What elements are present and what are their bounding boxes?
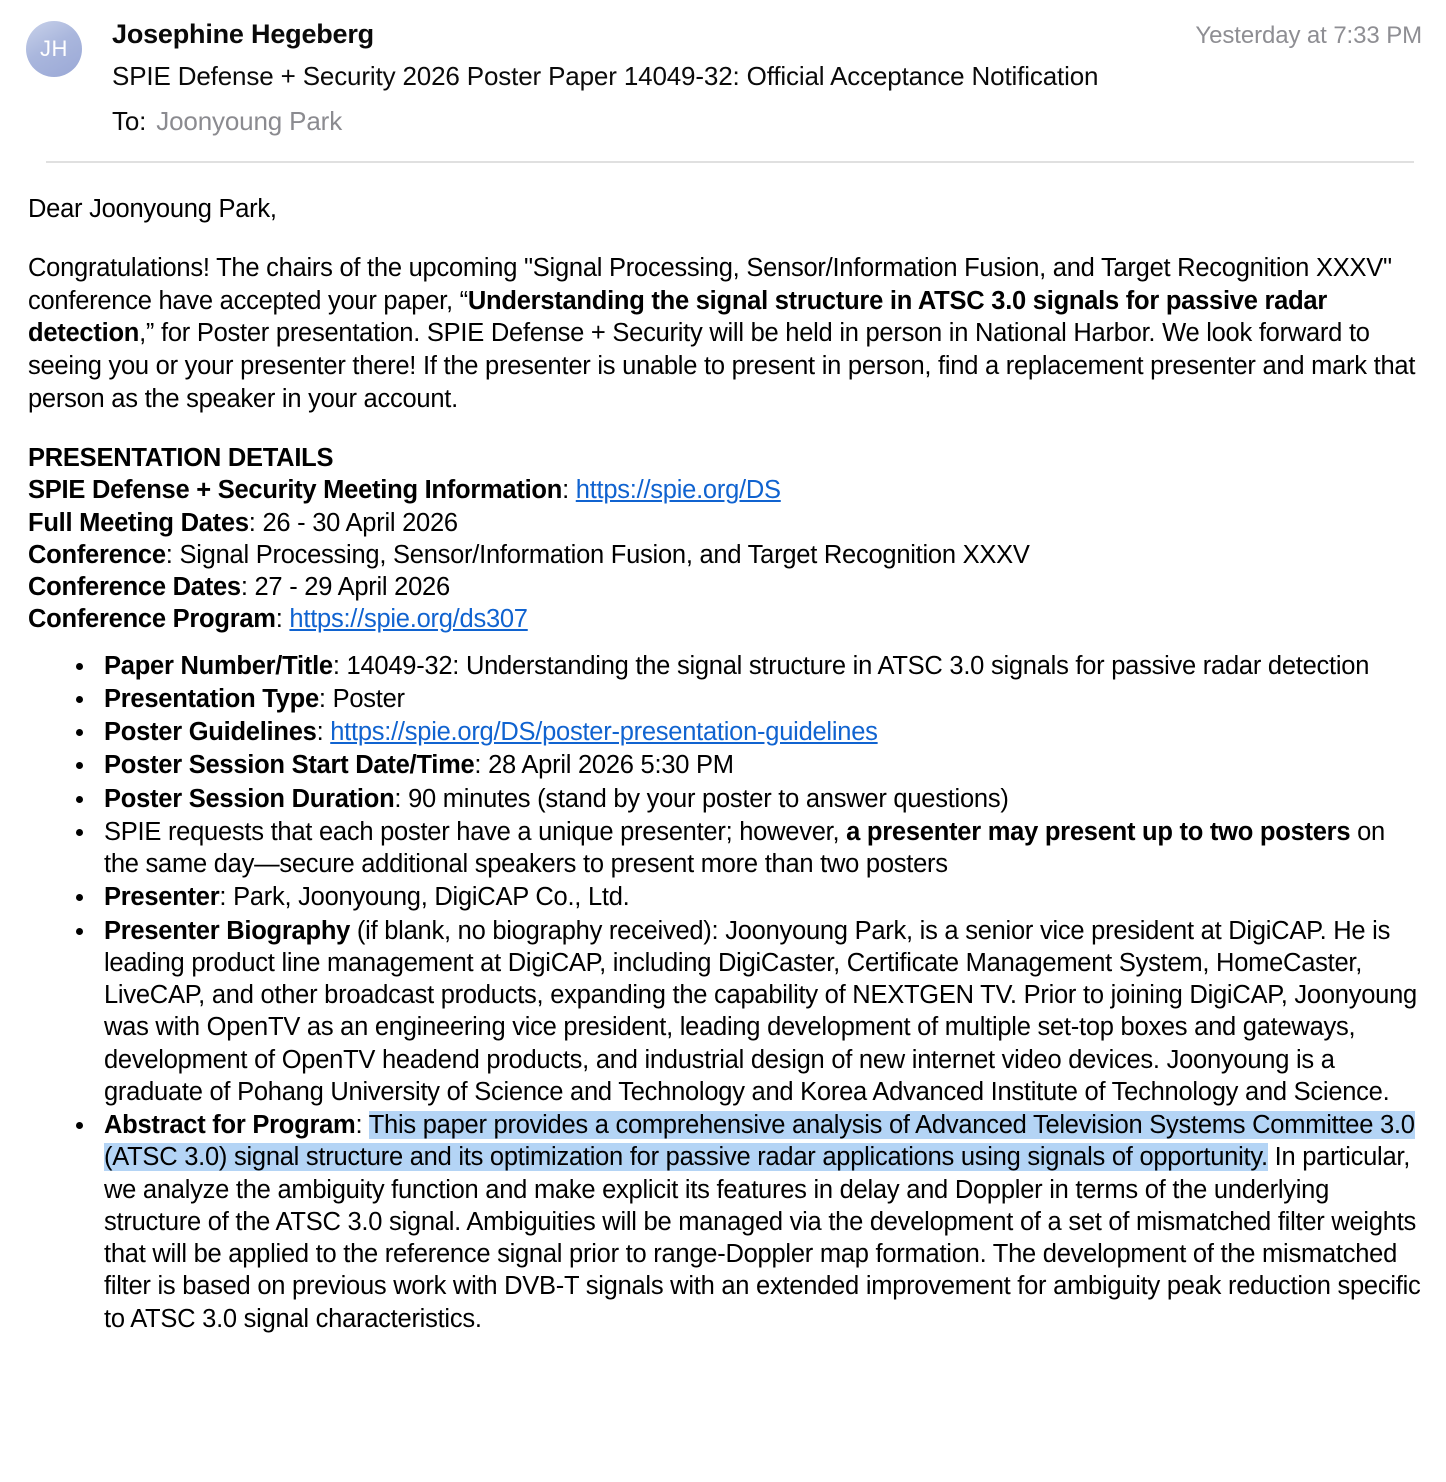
list-item-poster-guidelines	[104, 716, 1422, 748]
email-header	[0, 0, 1446, 163]
bullet-label: Paper Number/Title	[104, 651, 333, 680]
detail-value: Signal Processing, Sensor/Information Fusion, and Target Recognition XXXV	[179, 540, 1030, 569]
detail-separator: :	[562, 476, 576, 505]
list-item-session-start	[104, 749, 1422, 781]
bullet-label: Presenter	[104, 883, 220, 912]
bullet-value: : 14049-32: Understanding the signal structure in ATSC 3.0 signals for passive radar detection	[332, 651, 1370, 680]
bullet-value: : 28 April 2026 5:30 PM	[474, 751, 734, 780]
list-item-session-duration	[104, 783, 1422, 815]
presentation-details-list	[28, 650, 1422, 1335]
to-label: To:	[112, 105, 147, 136]
detail-row-conference-dates	[28, 571, 1422, 603]
header-text-block	[112, 18, 1422, 139]
poster-guidelines-link[interactable]: https://spie.org/DS/poster-presentation-guidelines	[330, 718, 878, 747]
detail-label: SPIE Defense + Security Meeting Information	[28, 476, 563, 505]
bullet-label: Abstract for Program	[104, 1111, 356, 1140]
meeting-information-link[interactable]: https://spie.org/DS	[575, 476, 781, 505]
bullet-label: Presenter Biography	[104, 916, 351, 945]
list-item-presenter-biography	[104, 915, 1422, 1109]
bullet-text-bold: a presenter may present up to two posters	[846, 817, 1351, 846]
avatar-initials: JH	[40, 36, 68, 61]
detail-separator: :	[240, 573, 255, 602]
email-body	[0, 163, 1446, 1346]
sender-line	[112, 18, 1422, 52]
bullet-label: Poster Guidelines	[104, 718, 317, 747]
list-item-paper-number	[104, 650, 1422, 682]
header-row	[24, 18, 1422, 139]
bullet-value: : Park, Joonyoung, DigiCAP Co., Ltd.	[219, 883, 630, 912]
detail-label: Conference Program	[28, 605, 276, 634]
bullet-label: Presentation Type	[104, 684, 319, 713]
detail-label: Conference Dates	[28, 573, 241, 602]
message-timestamp: Yesterday at 7:33 PM	[1195, 22, 1422, 49]
header-divider	[46, 161, 1414, 163]
detail-separator: :	[165, 540, 180, 569]
selected-text-highlight[interactable]: This paper provides a comprehensive analysis of Advanced Television Systems Committee 3.0 (ATSC 3.0) signal structure and its optimization for passive radar applications using signals of opportunity.	[104, 1111, 1415, 1172]
list-item-presentation-type	[104, 683, 1422, 715]
abstract-remaining-text: In particular, we analyze the ambiguity function and make explicit its features in delay and Doppler in terms of the underlying structure of the ATSC 3.0 signal. Ambiguities will be managed via the development of a set of mismatched filter weights that will be applied to the reference signal prior to range-Doppler map formation. The development of the mismatched filter is based on previous work with DVB-T signals with an extended improvement for ambiguity peak reduction specific to ATSC 3.0 signal characteristics.	[104, 1143, 1421, 1333]
recipient-line	[112, 104, 1422, 139]
bullet-label: Poster Session Start Date/Time	[104, 751, 475, 780]
presentation-details-heading	[28, 442, 1422, 474]
detail-separator: :	[275, 605, 290, 634]
sender-name[interactable]: Josephine Hegeberg	[112, 19, 374, 49]
intro-part-2: ,” for Poster presentation. SPIE Defense + Security will be held in person in National Harbor. We look forward to seeing you or your presenter there! If the presenter is unable to present in person, find a replacement presenter and mark that person as the speaker in your account.	[28, 319, 1416, 414]
bullet-text-part-1: SPIE requests that each poster have a unique presenter; however,	[104, 817, 847, 846]
list-item-abstract-for-program	[104, 1109, 1422, 1335]
detail-value: 27 - 29 April 2026	[254, 573, 450, 602]
presentation-details-heading-text: PRESENTATION DETAILS	[28, 444, 334, 473]
intro-part-1: Congratulations! The chairs of the upcoming "Signal Processing, Sensor/Information Fusion, and Target Recognition XXXV" conference have accepted your paper, “	[28, 253, 1392, 315]
bullet-text-part-2: on the same day—secure additional speakers to present more than two posters	[104, 817, 1385, 879]
presentation-details-block	[28, 442, 1422, 636]
detail-row-full-meeting-dates	[28, 507, 1422, 539]
conference-program-link[interactable]: https://spie.org/ds307	[289, 605, 528, 634]
salutation-paragraph: Dear Joonyoung Park,	[28, 194, 277, 223]
recipient-name[interactable]: Joonyoung Park	[156, 105, 343, 136]
bullet-label: Poster Session Duration	[104, 784, 395, 813]
detail-row-conference-program	[28, 603, 1422, 635]
bullet-value: : 90 minutes (stand by your poster to answer questions)	[394, 784, 1009, 813]
bullet-value: (if blank, no biography received): Joonyoung Park, is a senior vice president at DigiCAP. He is leading product line management at DigiCAP, including DigiCaster, Certificate Management System, HomeCaster, LiveCAP, and other broadcast products, expanding the capability of NEXTGEN TV. Prior to joining DigiCAP, Joonyoung was with OpenTV as an engineering vice president, leading development of multiple set-top boxes and gateways, development of OpenTV headend products, and industrial design of new internet video devices. Joonyoung is a graduate of Pohang University of Science and Technology and Korea Advanced Institute of Technology and Science.	[104, 916, 1417, 1106]
list-item-presenter	[104, 881, 1422, 913]
avatar[interactable]	[26, 21, 82, 77]
paper-title-bold: Understanding the signal structure in ATSC 3.0 signals for passive radar detection	[28, 286, 1328, 348]
detail-separator: :	[248, 508, 263, 537]
bullet-value: : Poster	[318, 684, 405, 713]
bullet-separator: :	[355, 1111, 369, 1140]
bullet-separator: :	[316, 718, 331, 747]
email-subject: SPIE Defense + Security 2026 Poster Paper 14049-32: Official Acceptance Notification	[112, 60, 1099, 91]
detail-label: Conference	[28, 540, 166, 569]
intro-paragraph	[28, 252, 1422, 416]
detail-label: Full Meeting Dates	[28, 508, 249, 537]
detail-row-meeting-information	[28, 474, 1422, 506]
list-item-unique-presenter	[104, 816, 1422, 881]
detail-row-conference	[28, 539, 1422, 571]
detail-value: 26 - 30 April 2026	[262, 508, 458, 537]
